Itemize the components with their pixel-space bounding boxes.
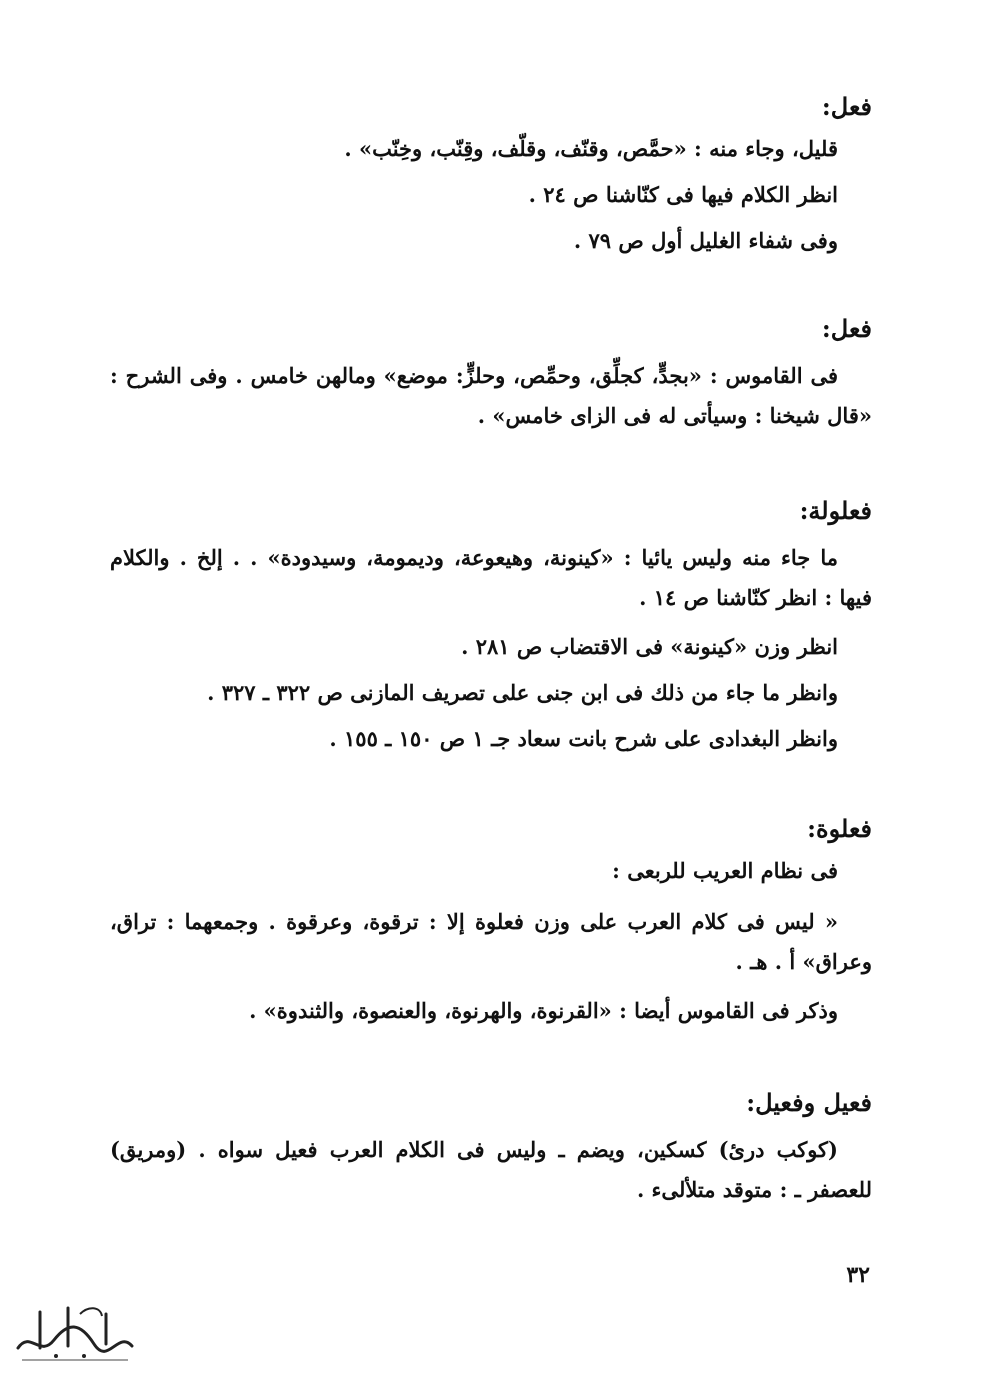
section-falula bbox=[110, 494, 872, 754]
section-heading: فعلولة: bbox=[799, 496, 872, 525]
text-line: وانظر ما جاء من ذلك فى ابن جنى على تصريف المازنى ص ٣٢٢ ـ ٣٢٧ . bbox=[207, 680, 838, 705]
text-line: فى نظام العريب للربعى : bbox=[612, 858, 838, 883]
section-falwa bbox=[110, 812, 872, 1026]
library-stamp bbox=[10, 1300, 140, 1370]
text-line: قليل، وجاء منه : «حمَّص، وقنّف، وقلّف، وقِنّب، وخِنّب» . bbox=[344, 136, 838, 161]
text-line: انظر وزن «كينونة» فى الاقتضاب ص ٢٨١ . bbox=[461, 634, 838, 659]
section-fal-1 bbox=[110, 90, 872, 256]
library-seal-calligraphy-icon bbox=[10, 1300, 140, 1370]
document-page bbox=[110, 90, 872, 1216]
text-paragraph: فى القاموس : «بجدٍّ، كجلِّق، وحمِّص، وحلزٍّ: موضع» ومالهن خامس . وفى الشرح : «قال شيخنا : وسيأتى له فى الزاى خامس» . bbox=[110, 363, 872, 428]
section-heading: فعل: bbox=[821, 314, 872, 343]
text-paragraph: (كوكب درئ) كسكين، ويضم ـ وليس فى الكلام العرب فعيل سواه . (ومريق) للعصفر ـ : متوقد متلألىء . bbox=[110, 1137, 872, 1202]
section-fal-2 bbox=[110, 312, 872, 436]
text-line: انظر الكلام فيها فى كنّاشنا ص ٢٤ . bbox=[528, 182, 838, 207]
page-number: ٣٢ bbox=[846, 1262, 870, 1288]
text-line: وفى شفاء الغليل أول ص ٧٩ . bbox=[573, 228, 838, 253]
text-line: وانظر البغدادى على شرح بانت سعاد جـ ١ ص ١٥٠ ـ ١٥٥ . bbox=[329, 726, 838, 751]
section-heading: فعلوة: bbox=[807, 814, 872, 843]
section-fail bbox=[110, 1086, 872, 1210]
section-heading: فعل: bbox=[821, 92, 872, 121]
section-heading: فعيل وفعيل: bbox=[746, 1088, 872, 1117]
text-paragraph: « ليس فى كلام العرب على وزن فعلوة إلا : ترقوة، وعرقوة . وجمعهما : تراق، وعراق» أ . هـ . bbox=[110, 909, 872, 974]
text-paragraph: ما جاء منه وليس يائيا : «كينونة، وهيعوعة، وديمومة، وسيدودة» . . إلخ . والكلام فيها : انظر كنّاشنا ص ١٤ . bbox=[110, 545, 872, 610]
text-line: وذكر فى القاموس أيضا : «القرنوة، والهرنوة، والعنصوة، والثندوة» . bbox=[249, 998, 838, 1023]
